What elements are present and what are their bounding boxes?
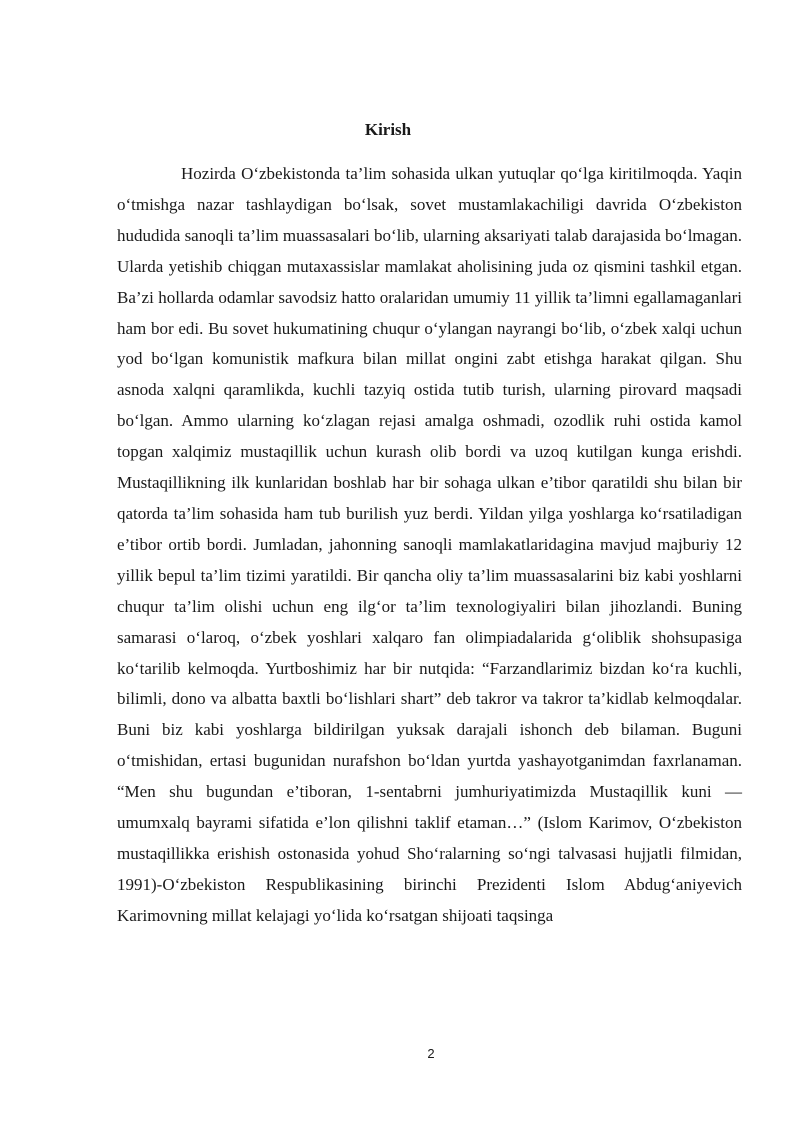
page-number: 2 (427, 1046, 435, 1061)
body-paragraph: Hozirda O‘zbekistonda ta’lim sohasida ulkan yutuqlar qo‘lga kiritilmoqda. Yaqin o‘tmishga nazar tashlaydigan bo‘lsak, sovet mustamlakachiligi davrida O‘zbekiston hududida sanoqli ta’lim muassasalari bo‘lib, ularning aksariyati talab darajasida bo‘lmagan. Ularda yetishib chiqgan mutaxassislar mamlakat aholisining juda oz qismini tashkil etgan. Ba’zi hollarda odamlar savodsiz hatto oralaridan umumiy 11 yillik ta’limni egallamaganlari ham bor edi. Bu sovet hukumatining chuqur o‘ylangan nayrangi bo‘lib, o‘zbek xalqi uchun yod bo‘lgan komunistik mafkura bilan millat ongini zabt etishga harakat qilgan. Shu asnoda xalqni qaramlikda, kuchli tazyiq ostida tutib turish, ularning pirovard maqsadi bo‘lgan. Ammo ularning ko‘zlagan rejasi amalga oshmadi, ozodlik ruhi ostida kamol topgan xalqimiz mustaqillik uchun kurash olib bordi va uzoq kutilgan kunga erishdi. Mustaqillikning ilk kunlaridan boshlab har bir sohaga ulkan e’tibor qaratildi shu bilan bir qatorda ta’lim sohasida ham tub burilish yuz berdi. Yildan yilga yoshlarga ko‘rsatiladigan e’tibor ortib bordi. Jumladan, jahonning sanoqli mamlakatlaridagina mavjud majburiy 12 yillik bepul ta’lim tizimi yaratildi. Bir qancha oliy ta’lim muassasalarini biz kabi yoshlarni chuqur ta’lim olishi uchun eng ilg‘or ta’lim texnologiyaliri bilan jihozlandi. Buning samarasi o‘laroq, o‘zbek yoshlari xalqaro fan olimpiadalarida g‘oliblik shohsupasiga ko‘tarilib kelmoqda. Yurtboshimiz har bir nutqida: “Farzandlarimiz bizdan ko‘ra kuchli, bilimli, dono va albatta baxtli bo‘lishlari shart” deb takror va takror ta’kidlab kelmoqdalar. Buni biz kabi yoshlarga bildirilgan yuksak darajali ishonch deb bilaman. Buguni o‘tmishidan, ertasi bugunidan nurafshon bo‘ldan yurtda yashayotganimdan faxrlanaman. “Men shu bugundan e’tiboran, 1-sentabrni jumhuriyatimizda Mustaqillik kuni — umumxalq bayrami sifatida e’lon qilishni taklif etaman…” (Islom Karimov, O‘zbekiston mustaqillikka erishish ostonasida yohud Sho‘ralarning so‘ngi talvasasi hujjatli filmidan, 1991)-O‘zbekiston Respublikasining birinchi Prezidenti Islom Abdug‘aniyevich Karimovning millat kelajagi yo‘lida ko‘rsatgan shijoati taqsinga (117, 164, 742, 925)
section-title: Kirish (364, 120, 412, 139)
